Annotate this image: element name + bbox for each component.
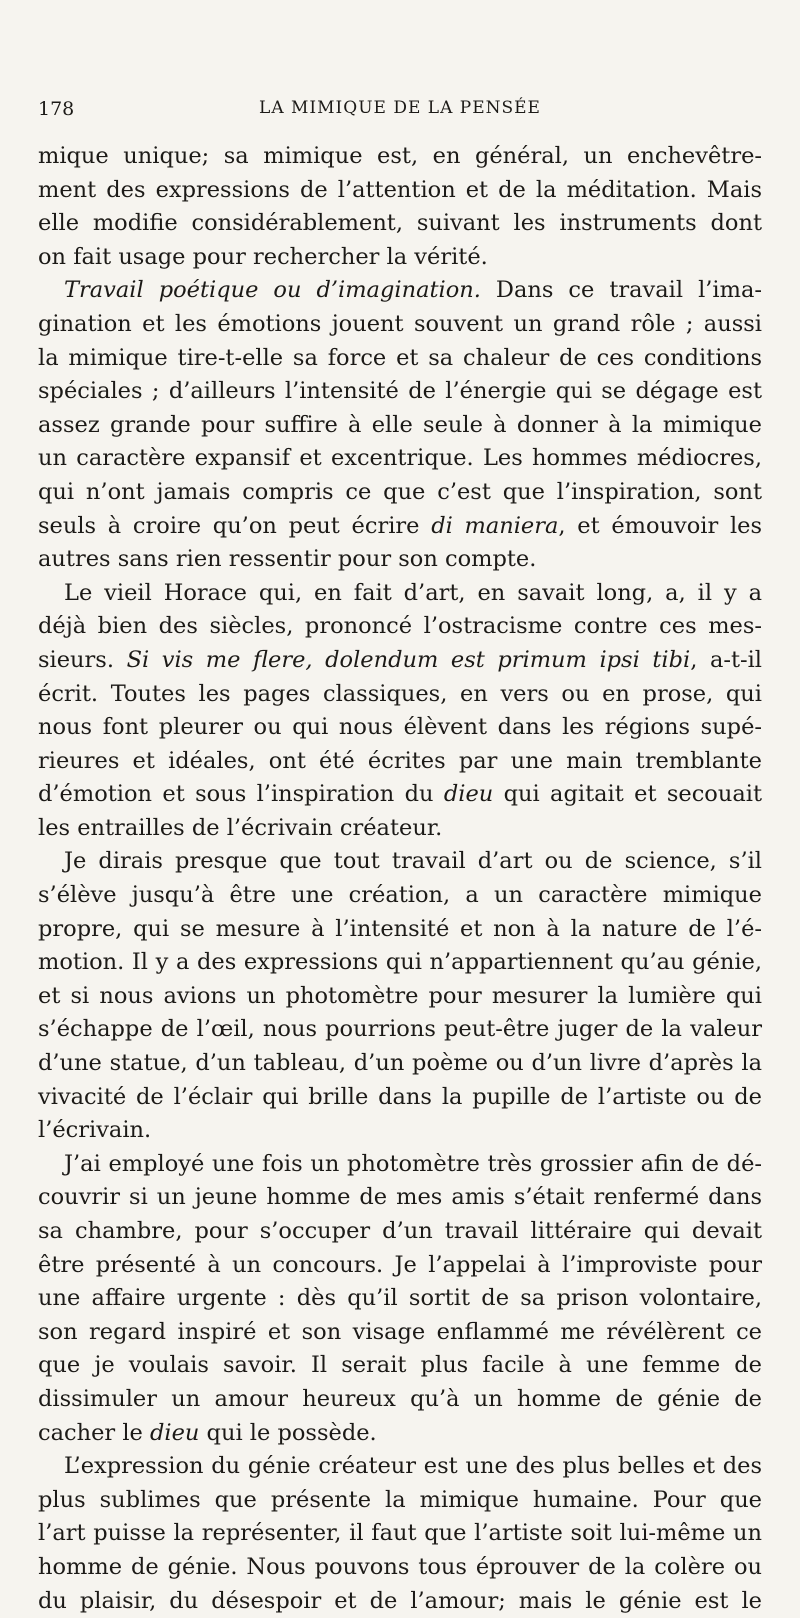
italic-phrase: di maniera: [431, 512, 559, 539]
text-line: [38, 140, 762, 174]
text-segment: seuls à croire qu’on peut écrire: [38, 512, 432, 539]
text-segment: d’une statue, d’un tableau, d’un poème ou d’un livre d’après la: [38, 1050, 762, 1077]
text-line: [38, 1114, 762, 1148]
text-line: [38, 1517, 762, 1551]
text-line: [38, 375, 762, 409]
text-line: [38, 711, 762, 745]
text-segment: Dans ce travail l’ima-: [480, 277, 762, 304]
italic-phrase: Si vis me flere, dolendum est primum ipsi tibi: [126, 646, 691, 673]
text-line: [38, 1013, 762, 1047]
text-line: [38, 174, 762, 208]
text-segment: une affaire urgente : dès qu’il sortit de sa prison volontaire,: [38, 1285, 762, 1312]
text-segment: gination et les émotions jouent souvent un grand rôle ; aussi: [38, 310, 762, 337]
text-line: [38, 1316, 762, 1350]
running-title: LA MIMIQUE DE LA PENSÉE: [259, 98, 541, 118]
text-line: [38, 1282, 762, 1316]
text-line: [38, 946, 762, 980]
text-line: [38, 812, 762, 846]
text-segment: s’élève jusqu’à être une création, a un caractère mimique: [38, 882, 762, 909]
text-segment: sa chambre, pour s’occuper d’un travail littéraire qui devait: [38, 1218, 762, 1244]
text-segment: L’expression du génie créateur est une des plus belles et des: [64, 1453, 762, 1480]
text-segment: l’art puisse la représenter, il faut que l’artiste soit lui-même un: [38, 1520, 762, 1547]
text-line: [38, 980, 762, 1014]
text-segment: Je dirais presque que tout travail d’art ou de science, s’il: [64, 848, 762, 875]
text-segment: les entrailles de l’écrivain créateur.: [38, 814, 443, 841]
text-line: [38, 1383, 762, 1417]
text-line: [38, 1349, 762, 1383]
text-line: [38, 1484, 762, 1518]
text-segment: autres sans rien ressentir pour son compte.: [38, 546, 537, 573]
text-segment: elle modifie considérablement, suivant les instruments dont: [38, 210, 762, 237]
text-segment: et si nous avions un photomètre pour mesurer la lumière qui: [38, 982, 762, 1009]
italic-phrase: dieu: [150, 1419, 200, 1446]
text-segment: dissimuler un amour heureux qu’à un homme de génie de: [38, 1385, 762, 1412]
text-line: [38, 913, 762, 947]
text-segment: on fait usage pour rechercher la vérité.: [38, 243, 488, 270]
text-line: [38, 409, 762, 443]
text-line: [38, 778, 762, 812]
text-segment: Le vieil Horace qui, en fait d’art, en savait long, a, il y a: [64, 579, 762, 606]
text-segment: qui le possède.: [199, 1419, 377, 1446]
text-line: [38, 342, 762, 376]
text-line: [38, 1181, 762, 1215]
text-segment: que je voulais savoir. Il serait plus facile à une femme de: [38, 1352, 762, 1379]
text-segment: du plaisir, du désespoir et de l’amour; mais le génie est le: [38, 1587, 762, 1614]
text-segment: un caractère expansif et excentrique. Les hommes médiocres,: [38, 445, 762, 472]
page-number: 178: [38, 98, 75, 120]
text-line: [38, 207, 762, 241]
text-segment: s’échappe de l’œil, nous pourrions peut-être juger de la valeur: [38, 1016, 762, 1043]
text-segment: sieurs.: [38, 646, 127, 673]
text-line: [38, 442, 762, 476]
text-line: [38, 1585, 762, 1618]
text-segment: qui n’ont jamais compris ce que c’est que l’inspiration, sont: [38, 478, 762, 505]
text-segment: plus sublimes que présente la mimique humaine. Pour que: [38, 1486, 762, 1513]
text-line: [38, 577, 762, 611]
text-segment: son regard inspiré et son visage enflammé me révélèrent ce: [38, 1318, 762, 1345]
text-line: [38, 308, 762, 342]
text-segment: d’émotion et sous l’inspiration du: [38, 781, 444, 808]
text-line: [38, 510, 762, 544]
text-segment: nous font pleurer ou qui nous élèvent dans les régions supé-: [38, 714, 762, 741]
text-segment: spéciales ; d’ailleurs l’intensité de l’énergie qui se dégage est: [38, 378, 762, 405]
text-segment: ment des expressions de l’attention et de la méditation. Mais: [38, 176, 762, 203]
text-segment: vivacité de l’éclair qui brille dans la pupille de l’artiste ou de: [38, 1083, 762, 1110]
text-segment: propre, qui se mesure à l’intensité et non à la nature de l’é-: [38, 915, 762, 942]
body-text: [38, 140, 762, 1618]
text-line: [38, 1215, 762, 1249]
text-segment: écrit. Toutes les pages classiques, en vers ou en prose, qui: [38, 680, 762, 707]
text-line: [38, 1081, 762, 1115]
text-line: [38, 1047, 762, 1081]
text-segment: la mimique tire-t-elle sa force et sa chaleur de ces conditions: [38, 344, 762, 371]
italic-phrase: dieu: [443, 781, 494, 808]
text-line: [38, 845, 762, 879]
text-segment: homme de génie. Nous pouvons tous éprouver de la colère ou: [38, 1553, 762, 1580]
text-segment: , et émouvoir les: [558, 512, 762, 539]
text-segment: motion. Il y a des expressions qui n’appartiennent qu’au génie,: [38, 949, 762, 976]
page-header: [38, 98, 762, 126]
text-line: [38, 879, 762, 913]
text-line: [38, 1148, 762, 1182]
text-segment: cacher le: [38, 1419, 150, 1446]
text-line: [38, 241, 762, 275]
text-line: [38, 1450, 762, 1484]
text-line: [38, 274, 762, 308]
text-line: [38, 678, 762, 712]
text-line: [38, 1551, 762, 1585]
text-line: [38, 476, 762, 510]
text-segment: qui agitait et secouait: [493, 781, 762, 808]
text-segment: , a-t-il: [690, 646, 762, 673]
text-segment: l’écrivain.: [38, 1117, 152, 1144]
text-segment: J’ai employé une fois un photomètre très grossier afin de dé-: [64, 1150, 762, 1177]
text-line: [38, 610, 762, 644]
text-segment: assez grande pour suffire à elle seule à donner à la mimique: [38, 411, 762, 438]
text-line: [38, 1249, 762, 1283]
text-segment: couvrir si un jeune homme de mes amis s’était renfermé dans: [38, 1184, 762, 1211]
text-segment: mique unique; sa mimique est, en général, un enchevêtre-: [38, 143, 762, 169]
text-line: [38, 644, 762, 678]
text-segment: rieures et idéales, ont été écrites par une main tremblante: [38, 747, 762, 774]
text-line: [38, 745, 762, 779]
italic-phrase: Travail poétique ou d’imagination.: [64, 277, 481, 304]
text-line: [38, 1417, 762, 1451]
text-segment: déjà bien des siècles, prononcé l’ostracisme contre ces mes-: [38, 613, 762, 640]
text-segment: être présenté à un concours. Je l’appelai à l’improviste pour: [38, 1251, 762, 1278]
text-line: [38, 543, 762, 577]
